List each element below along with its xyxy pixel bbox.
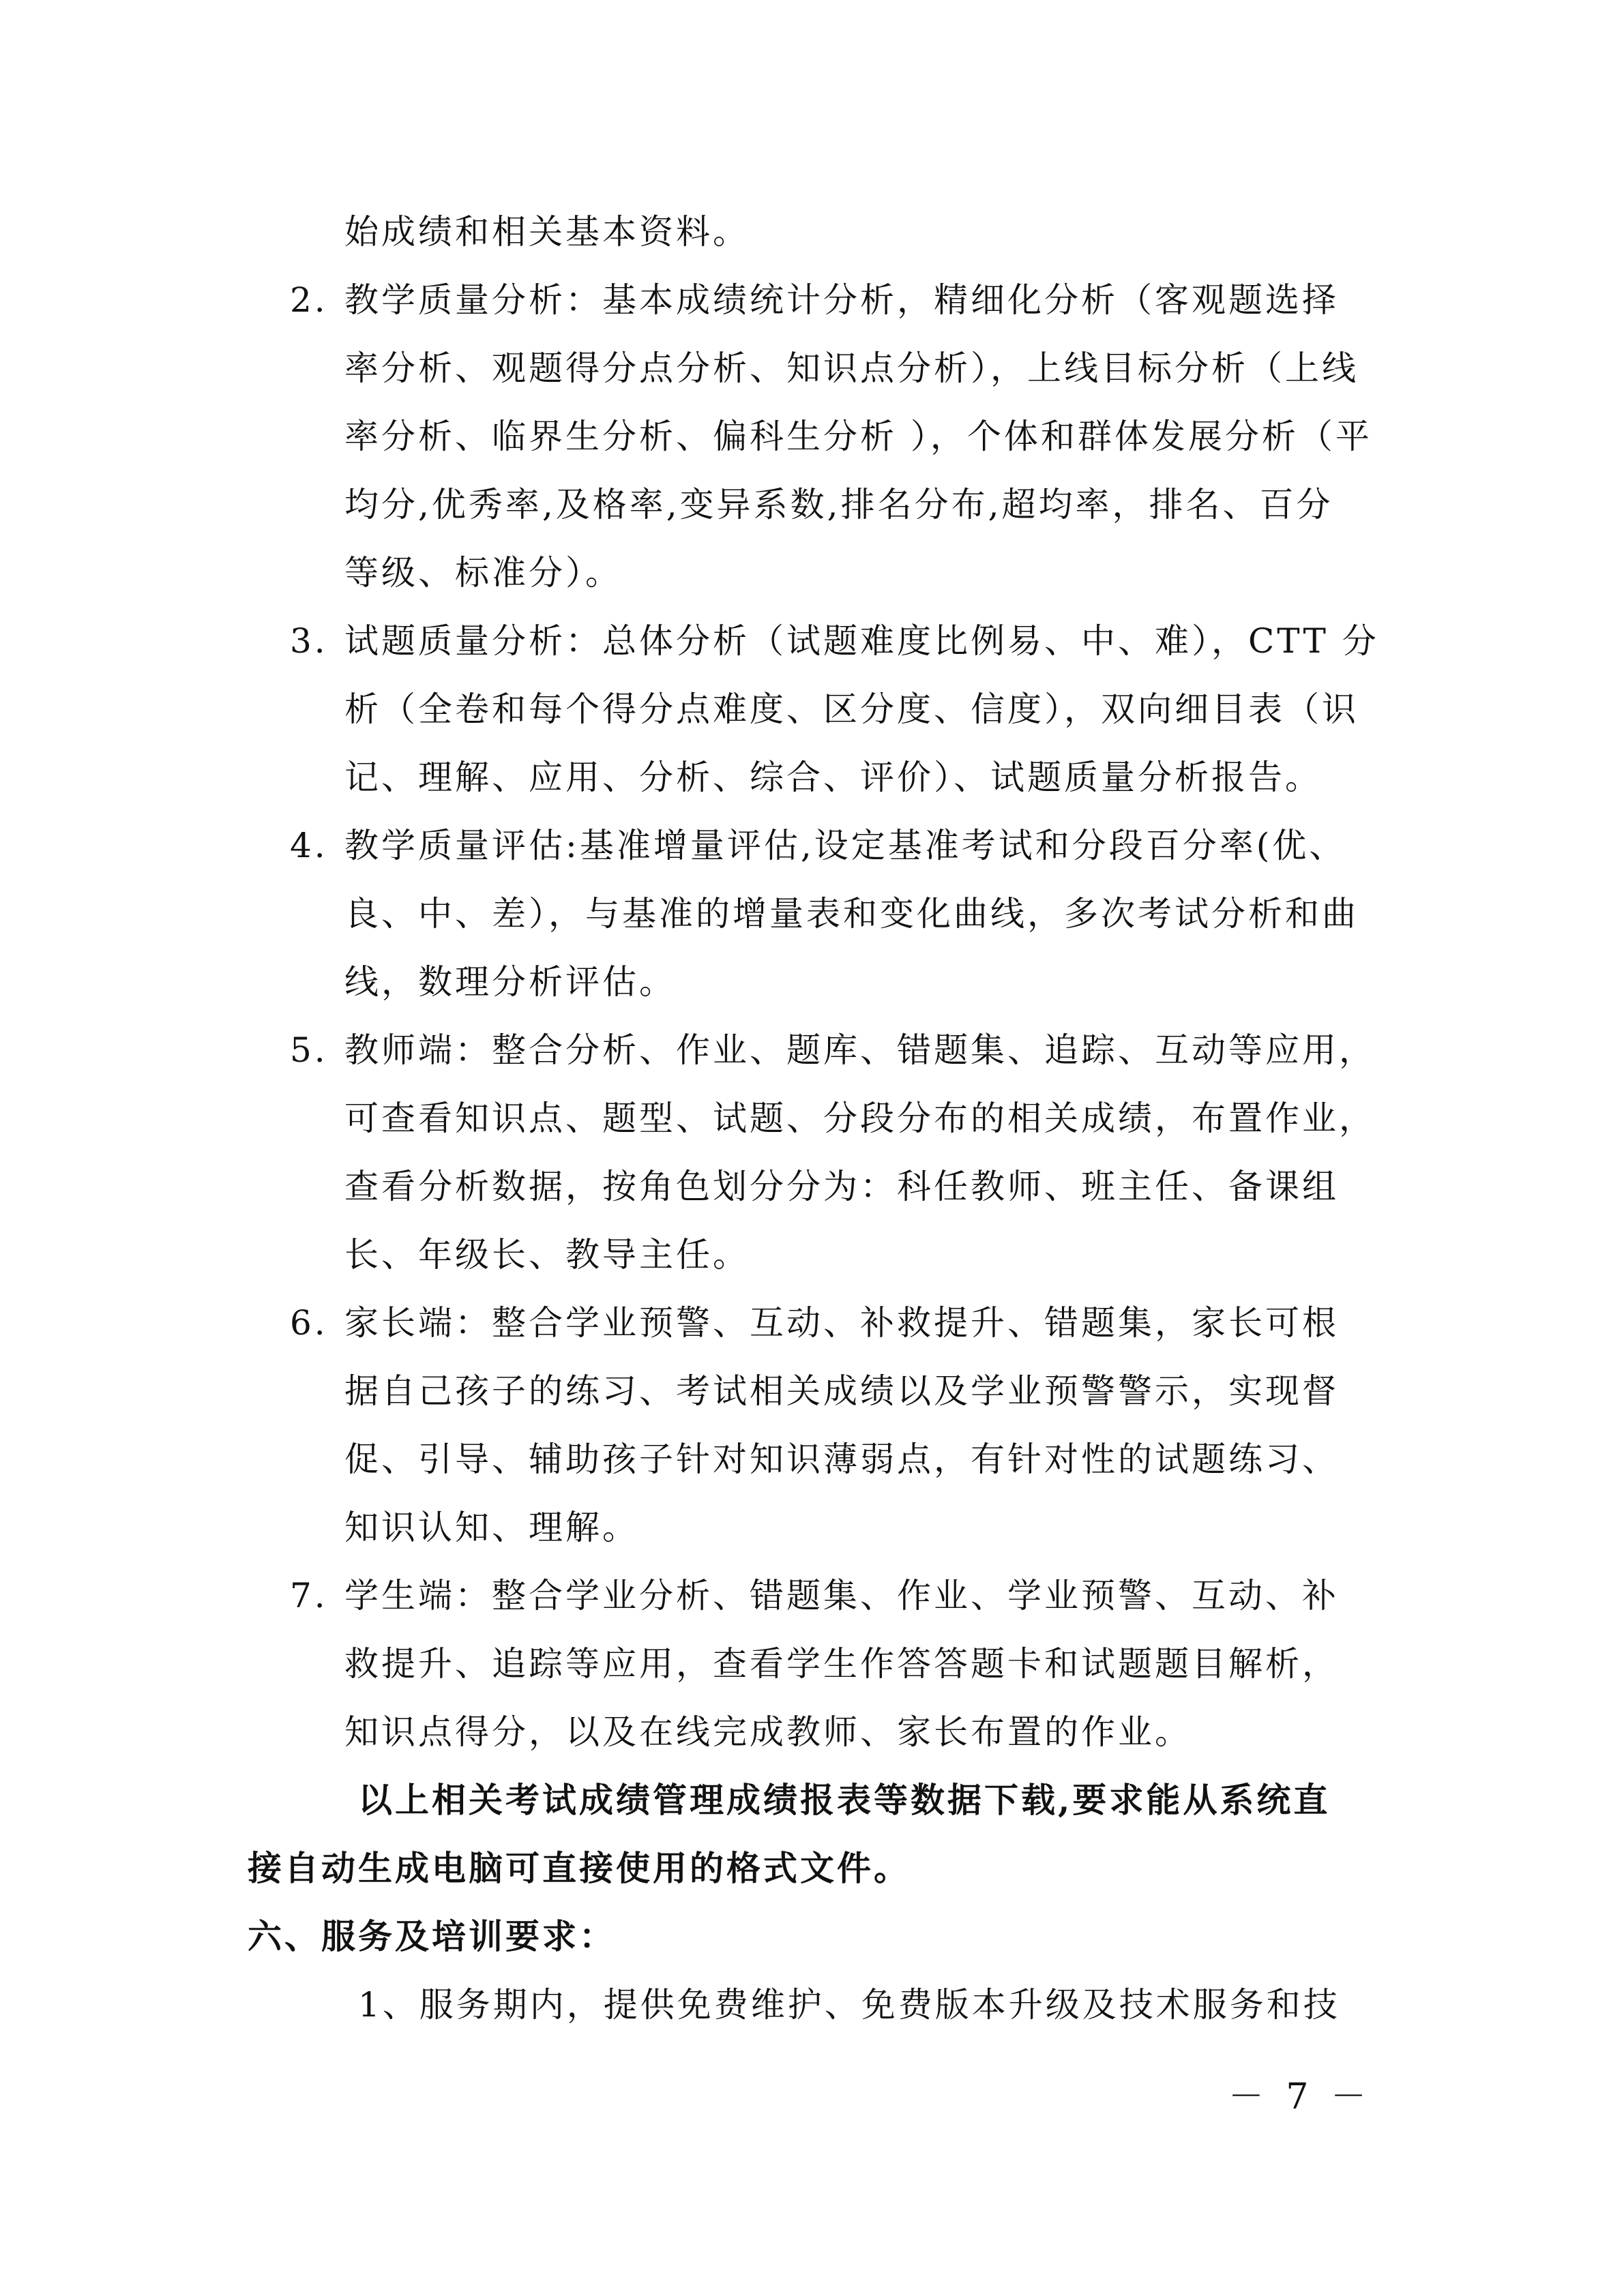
item-7-line-3: 知识点得分，以及在线完成教师、家长布置的作业。: [344, 1712, 1192, 1752]
item-4-number: 4.: [290, 826, 328, 865]
item-6-line-2: 据自己孩子的练习、考试相关成绩以及学业预警警示，实现督: [344, 1371, 1339, 1411]
item-5-line-2: 可查看知识点、题型、试题、分段分布的相关成绩，布置作业，: [344, 1099, 1376, 1138]
item-5-line-1: 教师端：整合分析、作业、题库、错题集、追踪、互动等应用，: [344, 1030, 1376, 1070]
item-6-number: 6.: [290, 1303, 328, 1343]
continuation-line: 始成绩和相关基本资料。: [344, 212, 750, 252]
item-6-line-3: 促、引导、辅助孩子针对知识薄弱点，有针对性的试题练习、: [344, 1440, 1339, 1479]
item-5-number: 5.: [290, 1030, 328, 1070]
item-2-line-4: 均分,优秀率,及格率,变异系数,排名分布,超均率，排名、百分: [344, 485, 1333, 524]
section-heading: 六、服务及培训要求：: [248, 1916, 616, 1956]
item-2-number: 2.: [290, 280, 328, 320]
item-3-line-2: 析（全卷和每个得分点难度、区分度、信度），双向细目表（识: [344, 689, 1359, 729]
item-2-line-2: 率分析、观题得分点分析、知识点分析），上线目标分析（上线: [344, 348, 1359, 388]
item-4-line-3: 线，数理分析评估。: [344, 962, 676, 1002]
item-3-number: 3.: [290, 621, 328, 661]
item-7-line-2: 救提升、追踪等应用，查看学生作答答题卡和试题题目解析，: [344, 1644, 1339, 1684]
item-6-line-1: 家长端：整合学业预警、互动、补救提升、错题集，家长可根: [344, 1303, 1339, 1343]
bold-paragraph-line-2: 接自动生成电脑可直接使用的格式文件。: [248, 1848, 911, 1888]
bold-paragraph-line-1: 以上相关考试成绩管理成绩报表等数据下载,要求能从系统直: [358, 1780, 1331, 1820]
item-7-number: 7.: [290, 1576, 328, 1615]
item-5-line-3: 查看分析数据，按角色划分分为：科任教师、班主任、备课组: [344, 1167, 1339, 1206]
item-5-line-4: 长、年级长、教导主任。: [344, 1235, 750, 1274]
service-paragraph-line-1: 1、服务期内，提供免费维护、免费版本升级及技术服务和技: [358, 1985, 1340, 2025]
item-3-line-1: 试题质量分析：总体分析（试题难度比例易、中、难），CTT 分: [344, 621, 1379, 661]
item-7-line-1: 学生端：整合学业分析、错题集、作业、学业预警、互动、补: [344, 1576, 1339, 1615]
item-2-line-1: 教学质量分析：基本成绩统计分析，精细化分析（客观题选择: [344, 280, 1339, 320]
item-6-line-4: 知识认知、理解。: [344, 1508, 639, 1547]
item-4-line-1: 教学质量评估:基准增量评估,设定基准考试和分段百分率(优、: [344, 826, 1346, 865]
page-number: － 7 －: [1228, 2076, 1372, 2117]
item-2-line-5: 等级、标准分）。: [344, 553, 622, 593]
item-4-line-2: 良、中、差），与基准的增量表和变化曲线，多次考试分析和曲: [344, 894, 1359, 934]
item-2-line-3: 率分析、临界生分析、偏科生分析 ），个体和群体发展分析（平: [344, 417, 1372, 456]
item-3-line-3: 记、理解、应用、分析、综合、评价）、试题质量分析报告。: [344, 758, 1322, 797]
